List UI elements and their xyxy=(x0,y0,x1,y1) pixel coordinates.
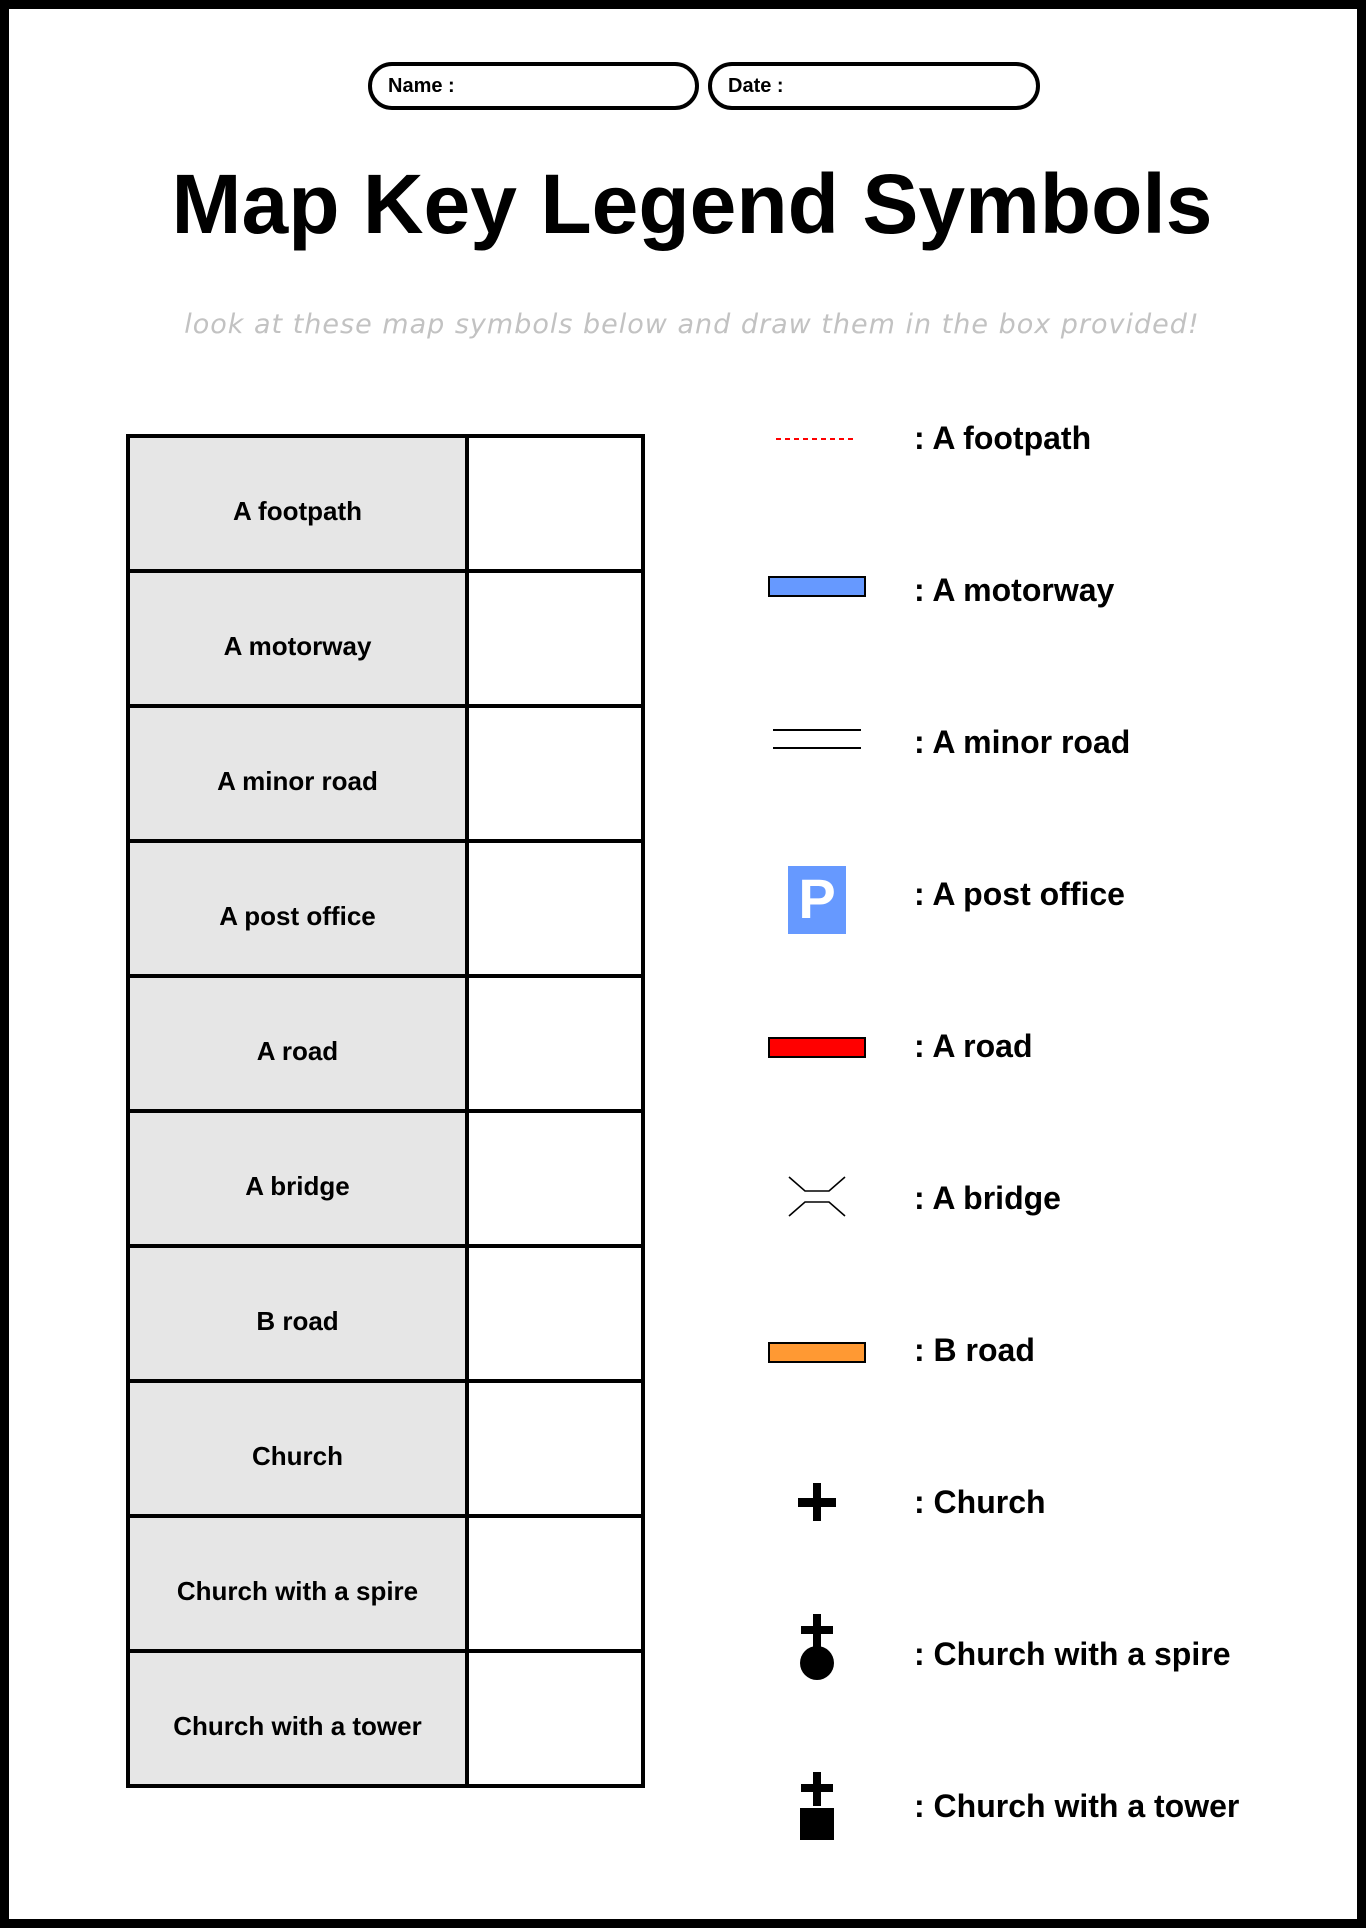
b-road-icon xyxy=(749,1310,884,1390)
post-office-icon xyxy=(749,854,884,934)
row-label: Church with a spire xyxy=(128,1516,467,1651)
legend-label: : A post office xyxy=(914,876,1125,912)
table-row xyxy=(128,706,643,841)
row-label: A motorway xyxy=(128,571,467,706)
legend-item-b-road xyxy=(749,1310,1349,1390)
legend-label: : A minor road xyxy=(914,724,1131,760)
legend-item-post-office xyxy=(749,854,1349,934)
legend-label: : A motorway xyxy=(914,572,1115,608)
drawing-box[interactable] xyxy=(467,1516,643,1651)
drawing-box[interactable] xyxy=(467,571,643,706)
church-icon xyxy=(749,1462,884,1542)
footpath-icon xyxy=(749,398,884,478)
drawing-box[interactable] xyxy=(467,1381,643,1516)
legend-item-motorway xyxy=(749,550,1349,630)
table-row xyxy=(128,1516,643,1651)
date-label: Date : xyxy=(728,75,784,97)
legend-label: : A bridge xyxy=(914,1180,1061,1216)
name-label: Name : xyxy=(388,75,455,97)
post-office-letter: P xyxy=(798,867,836,930)
legend-label: : Church xyxy=(914,1484,1046,1520)
drawing-box[interactable] xyxy=(467,436,643,571)
legend-label: : B road xyxy=(914,1332,1035,1368)
legend-item-church xyxy=(749,1462,1349,1542)
drawing-box[interactable] xyxy=(467,1651,643,1786)
legend-label: : Church with a spire xyxy=(914,1636,1231,1672)
table-row xyxy=(128,1246,643,1381)
name-field[interactable] xyxy=(368,62,699,110)
row-label: A footpath xyxy=(128,436,467,571)
legend-label: : Church with a tower xyxy=(914,1788,1240,1824)
row-label: A post office xyxy=(128,841,467,976)
drawing-box[interactable] xyxy=(467,1246,643,1381)
instructions-text: look at these map symbols below and draw them in the box provided! xyxy=(184,309,1200,340)
row-label: B road xyxy=(128,1246,467,1381)
drawing-table xyxy=(126,434,645,1788)
legend-item-minor-road xyxy=(749,702,1349,782)
row-label: A bridge xyxy=(128,1111,467,1246)
motorway-icon xyxy=(749,550,884,630)
date-field[interactable] xyxy=(708,62,1040,110)
legend-item-footpath xyxy=(749,398,1349,478)
table-row xyxy=(128,436,643,571)
page-title: Map Key Legend Symbols xyxy=(171,157,1213,251)
a-road-icon xyxy=(749,1006,884,1086)
table-row xyxy=(128,571,643,706)
table-row xyxy=(128,1111,643,1246)
drawing-box[interactable] xyxy=(467,706,643,841)
legend-label: : A footpath xyxy=(914,420,1092,456)
table-row xyxy=(128,1651,643,1786)
row-label: Church xyxy=(128,1381,467,1516)
row-label: A road xyxy=(128,976,467,1111)
minor-road-icon xyxy=(749,702,884,782)
legend-item-church-spire xyxy=(749,1614,1349,1694)
legend-item-a-road xyxy=(749,1006,1349,1086)
drawing-box[interactable] xyxy=(467,841,643,976)
drawing-box[interactable] xyxy=(467,1111,643,1246)
legend-item-bridge xyxy=(749,1158,1349,1238)
row-label: A minor road xyxy=(128,706,467,841)
drawing-box[interactable] xyxy=(467,976,643,1111)
row-label: Church with a tower xyxy=(128,1651,467,1786)
table-row xyxy=(128,1381,643,1516)
church-spire-icon xyxy=(749,1614,884,1694)
table-row xyxy=(128,841,643,976)
legend-label: : A road xyxy=(914,1028,1033,1064)
table-row xyxy=(128,976,643,1111)
bridge-icon xyxy=(749,1158,884,1238)
legend-item-church-tower xyxy=(749,1766,1349,1846)
church-tower-icon xyxy=(749,1766,884,1846)
